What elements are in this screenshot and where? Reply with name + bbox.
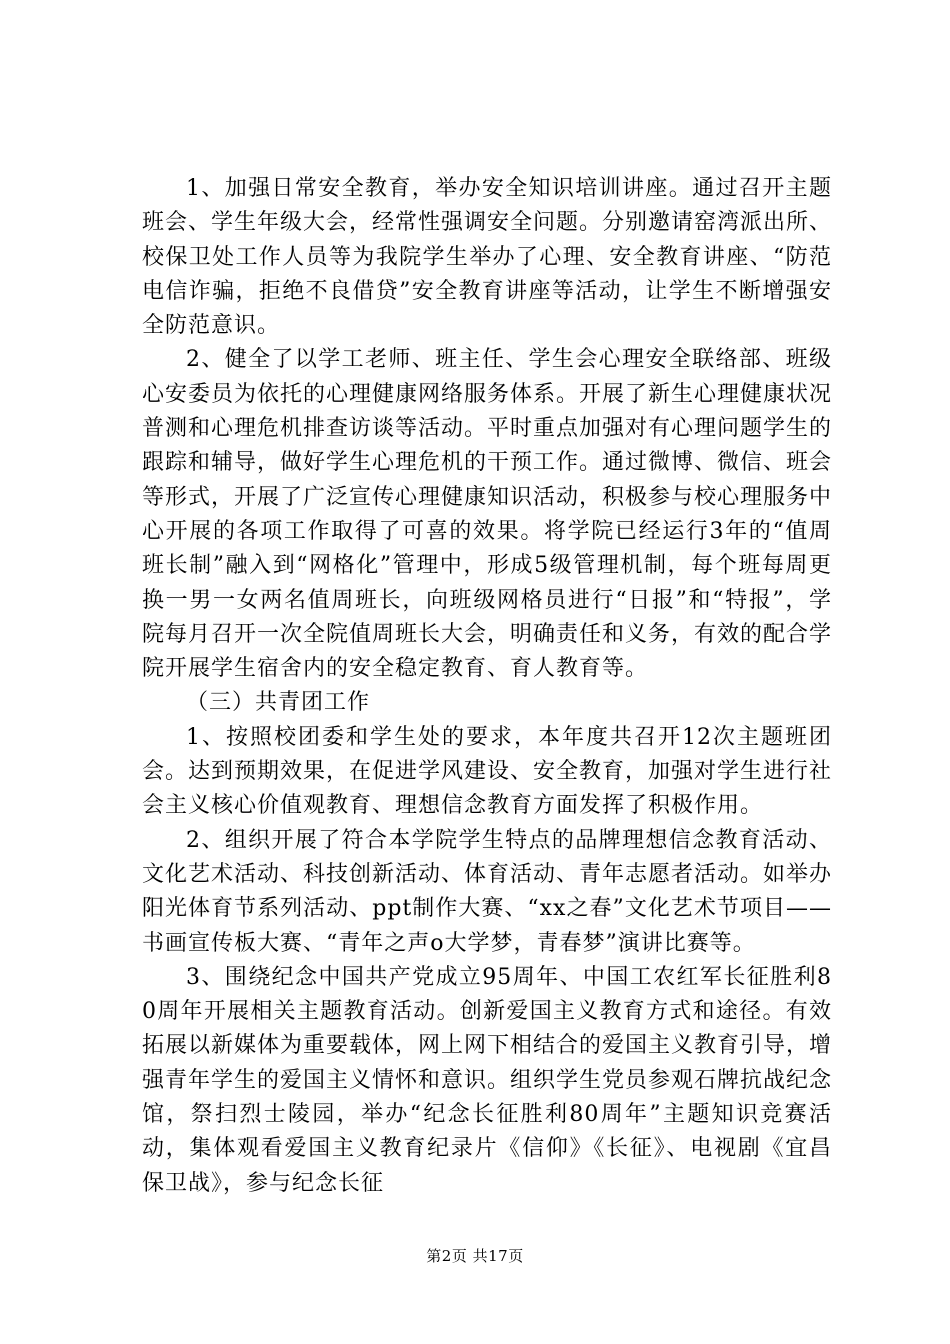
section-heading-youth-league: （三）共青团工作 — [186, 690, 371, 716]
paragraph-theme-meetings: 1、按照校团委和学生处的要求，本年度共召开12次主题班团会。达到预期效果，在促进学风建设、安全教育，加强对学生进行社会主义核心价值观教育、理想信念教育方面发挥了积极作用。 — [142, 724, 833, 819]
document-body — [142, 172, 832, 1201]
paragraph-brand-activities: 2、组织开展了符合本学院学生特点的品牌理想信念教育活动、文化艺术活动、科技创新活动、体育活动、青年志愿者活动。如举办阳光体育节系列活动、ppt制作大赛、“xx之春”文化艺术节项目——书画宣传板大赛、“青年之声o大学梦，青春梦”演讲比赛等。 — [142, 827, 833, 956]
paragraph-safety-education: 1、加强日常安全教育，举办安全知识培训讲座。通过召开主题班会、学生年级大会，经常性强调安全问题。分别邀请窑湾派出所、校保卫处工作人员等为我院学生举办了心理、安全教育讲座、“防范电信诈骗，拒绝不良借贷”安全教育讲座等活动，让学生不断增强安全防范意识。 — [142, 176, 833, 339]
paragraph-mental-health: 2、健全了以学工老师、班主任、学生会心理安全联络部、班级心安委员为依托的心理健康网络服务体系。开展了新生心理健康状况普测和心理危机排查访谈等活动。平时重点加强对有心理问题学生的跟踪和辅导，做好学生心理危机的干预工作。通过微博、微信、班会等形式，开展了广泛宣传心理健康知识活动，积极参与校心理服务中心开展的各项工作取得了可喜的效果。将学院已经运行3年的“值周班长制”融入到“网格化”管理中，形成5级管理机制，每个班每周更换一男一女两名值周班长，向班级网格员进行“日报”和“特报”，学院每月召开一次全院值周班长大会，明确责任和义务，有效的配合学院开展学生宿舍内的安全稳定教育、育人教育等。 — [142, 347, 833, 682]
paragraph-patriotic-education: 3、围绕纪念中国共产党成立95周年、中国工农红军长征胜利80周年开展相关主题教育活动。创新爱国主义教育方式和途径。有效拓展以新媒体为重要载体，网上网下相结合的爱国主义教育引导，增强青年学生的爱国主义情怀和意识。组织学生党员参观石牌抗战纪念馆，祭扫烈士陵园，举办“纪念长征胜利80周年”主题知识竞赛活动，集体观看爱国主义教育纪录片《信仰》《长征》、电视剧《宜昌保卫战》，参与纪念长征 — [142, 964, 833, 1196]
page-footer: 第2页 共17页 — [426, 1247, 524, 1265]
